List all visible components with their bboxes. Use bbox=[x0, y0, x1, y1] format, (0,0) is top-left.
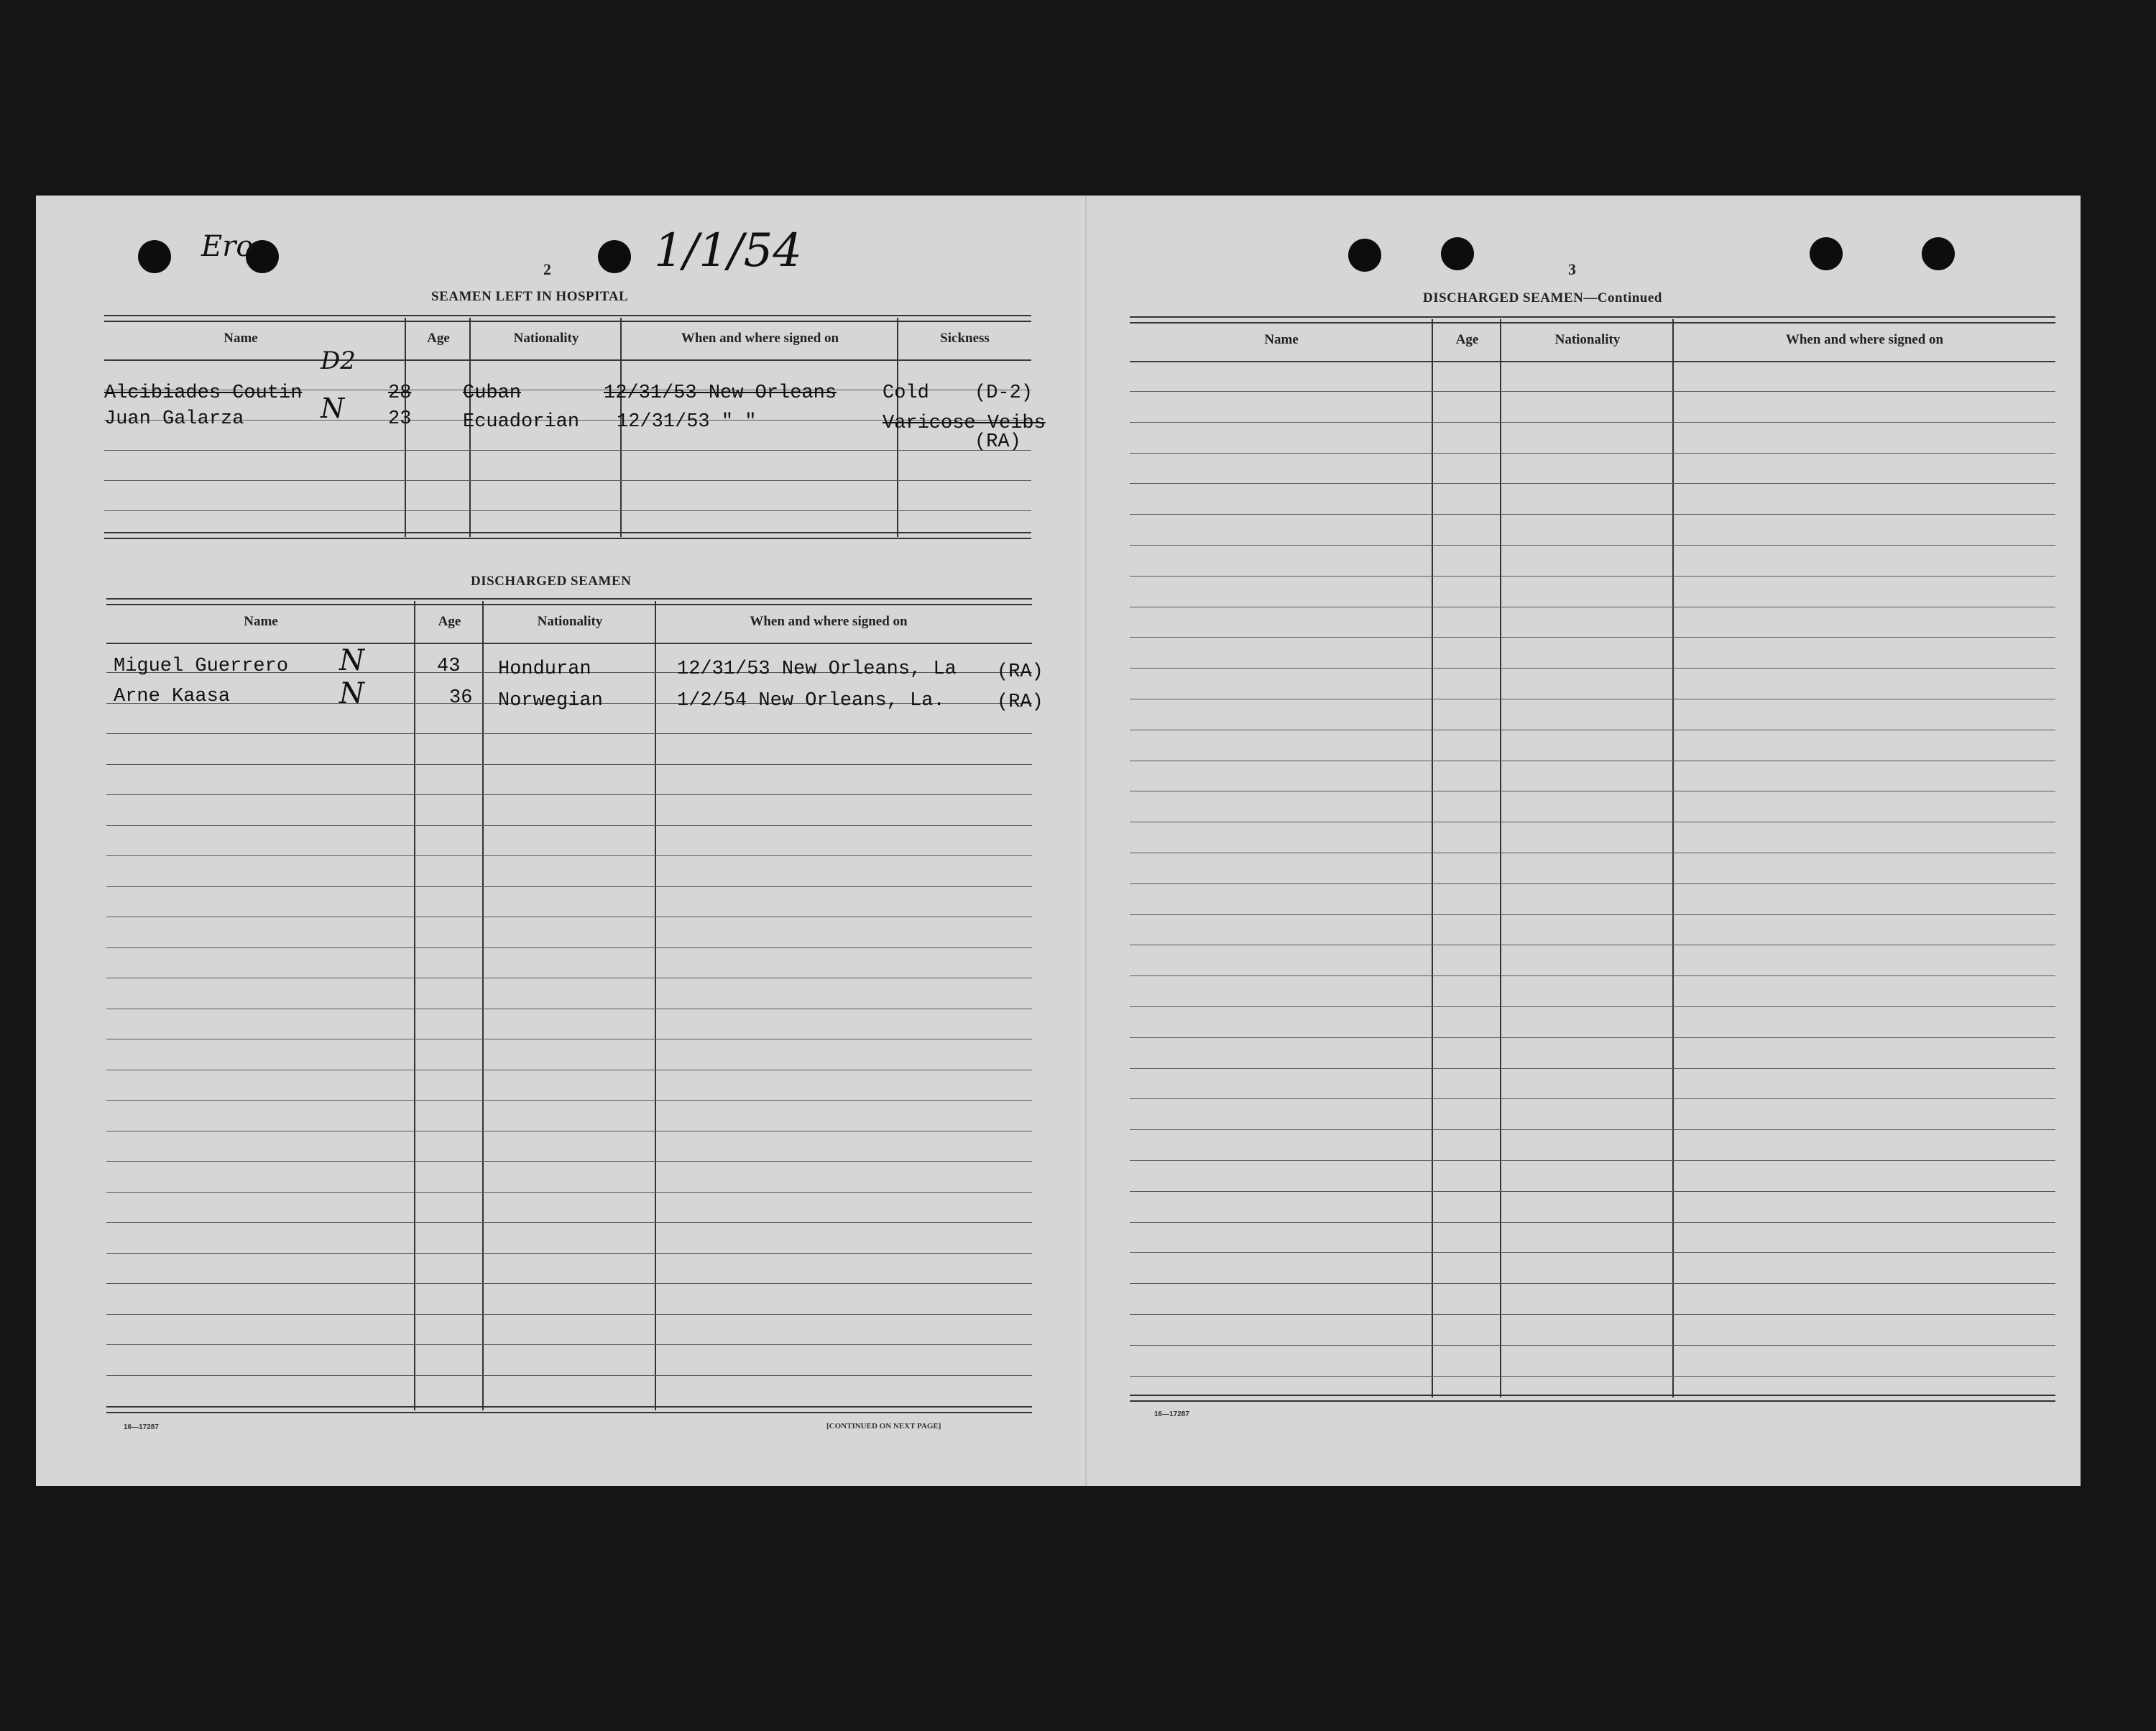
ruled-line bbox=[106, 855, 1032, 856]
cell-age: 28 bbox=[388, 382, 412, 404]
ruled-line bbox=[1130, 1129, 2055, 1130]
ruled-line bbox=[1130, 1314, 2055, 1315]
ruled-line bbox=[1130, 975, 2055, 976]
ruled-line bbox=[1130, 883, 2055, 884]
page-number-left: 2 bbox=[543, 260, 551, 278]
ruled-line bbox=[1130, 483, 2055, 484]
right-section-title: DISCHARGED SEAMEN—Continued bbox=[1423, 290, 1662, 306]
cell-sickness: Cold bbox=[883, 382, 929, 404]
ruled-line bbox=[1130, 1252, 2055, 1253]
page-fold bbox=[1085, 196, 1087, 1486]
ruled-line bbox=[106, 1253, 1032, 1254]
handwritten-mark: N bbox=[339, 644, 364, 677]
cell-signed-on: 12/31/53 New Orleans, La bbox=[677, 658, 957, 680]
handwritten-mark: D2 bbox=[321, 346, 356, 375]
handwritten-mark: N bbox=[339, 677, 364, 710]
ruled-line bbox=[1130, 1160, 2055, 1161]
cell-code: (RA) bbox=[975, 431, 1021, 453]
ruled-line bbox=[1130, 1037, 2055, 1038]
header-age: Age bbox=[427, 331, 450, 346]
cell-name: Alcibiades Coutin bbox=[104, 382, 303, 404]
header-age: Age bbox=[1455, 332, 1479, 347]
ruled-line bbox=[1130, 453, 2055, 454]
ruled-line bbox=[1130, 1068, 2055, 1069]
header-nationality: Nationality bbox=[1554, 332, 1621, 347]
ruled-line bbox=[1130, 914, 2055, 915]
handwritten-stamp: Ero bbox=[201, 230, 254, 263]
ruled-line bbox=[106, 1100, 1032, 1101]
cell-nationality: Norwegian bbox=[498, 690, 603, 712]
cell-name: Arne Kaasa bbox=[114, 686, 231, 707]
ruled-line bbox=[1130, 422, 2055, 423]
hospital-section-title: SEAMEN LEFT IN HOSPITAL bbox=[431, 289, 629, 304]
punch-hole bbox=[1348, 239, 1381, 272]
ruled-line bbox=[1130, 391, 2055, 392]
ruled-line bbox=[1130, 1191, 2055, 1192]
header-name: Name bbox=[224, 331, 258, 346]
cell-signed-on: 1/2/54 New Orleans, La. bbox=[677, 690, 945, 712]
handwritten-mark: N bbox=[321, 392, 345, 424]
cell-age: 23 bbox=[388, 408, 412, 430]
cell-code: (D-2) bbox=[975, 382, 1033, 404]
form-number-left: 16—17287 bbox=[124, 1423, 159, 1431]
cell-age: 43 bbox=[437, 656, 461, 677]
continued-note: [CONTINUED ON NEXT PAGE] bbox=[826, 1422, 941, 1431]
ruled-line bbox=[106, 886, 1032, 887]
cell-code: (RA) bbox=[997, 661, 1044, 683]
ruled-line bbox=[106, 1375, 1032, 1376]
header-name: Name bbox=[1264, 332, 1299, 347]
cell-code: (RA) bbox=[997, 692, 1044, 713]
ruled-line bbox=[106, 825, 1032, 826]
header-signed-on: When and where signed on bbox=[681, 331, 839, 346]
discharged-section-title: DISCHARGED SEAMEN bbox=[471, 574, 632, 589]
header-signed-on: When and where signed on bbox=[1785, 332, 1944, 347]
ruled-line bbox=[106, 1222, 1032, 1223]
page-number-right: 3 bbox=[1568, 260, 1576, 278]
ruled-line bbox=[1130, 1283, 2055, 1284]
cell-name: Miguel Guerrero bbox=[114, 656, 289, 677]
ruled-line bbox=[1130, 1222, 2055, 1223]
ruled-line bbox=[106, 764, 1032, 765]
ruled-line bbox=[106, 1344, 1032, 1345]
header-nationality: Nationality bbox=[513, 331, 579, 346]
ruled-line bbox=[1130, 668, 2055, 669]
ruled-line bbox=[106, 947, 1032, 948]
ruled-line bbox=[106, 1192, 1032, 1193]
cell-signed-on: 12/31/53 " " bbox=[617, 411, 757, 433]
cell-nationality: Ecuadorian bbox=[463, 411, 580, 433]
discharged-continued-table bbox=[1130, 316, 2055, 1413]
handwritten-date: 1/1/54 bbox=[654, 224, 802, 277]
ruled-line bbox=[1130, 545, 2055, 546]
header-age: Age bbox=[438, 614, 461, 629]
header-signed-on: When and where signed on bbox=[750, 614, 908, 629]
header-name: Name bbox=[244, 614, 278, 629]
ruled-line bbox=[106, 1161, 1032, 1162]
header-nationality: Nationality bbox=[537, 614, 603, 629]
cell-nationality: Honduran bbox=[498, 658, 591, 680]
ruled-line bbox=[106, 1314, 1032, 1315]
punch-hole bbox=[138, 240, 171, 273]
ruled-line bbox=[1130, 1345, 2055, 1346]
cell-signed-on: 12/31/53 New Orleans bbox=[604, 382, 837, 404]
header-sickness: Sickness bbox=[940, 331, 990, 346]
cell-age: 36 bbox=[449, 687, 473, 709]
punch-hole bbox=[1810, 237, 1843, 270]
punch-hole bbox=[598, 240, 631, 273]
ruled-line bbox=[1130, 1376, 2055, 1377]
ruled-line bbox=[1130, 1098, 2055, 1099]
ruled-line bbox=[106, 733, 1032, 734]
punch-hole bbox=[1441, 237, 1474, 270]
document-sheet bbox=[36, 196, 2081, 1486]
cell-name: Juan Galarza bbox=[104, 408, 244, 430]
ruled-line bbox=[106, 794, 1032, 795]
ruled-line bbox=[1130, 1006, 2055, 1007]
discharged-table bbox=[106, 598, 1032, 1439]
ruled-line bbox=[1130, 514, 2055, 515]
punch-hole bbox=[1922, 237, 1955, 270]
form-number-right: 16—17287 bbox=[1154, 1410, 1189, 1418]
ruled-line bbox=[106, 1283, 1032, 1284]
cell-sickness: Varicose Veibs bbox=[883, 413, 1046, 434]
cell-nationality: Cuban bbox=[463, 382, 522, 404]
ruled-line bbox=[1130, 576, 2055, 577]
ruled-line bbox=[1130, 637, 2055, 638]
